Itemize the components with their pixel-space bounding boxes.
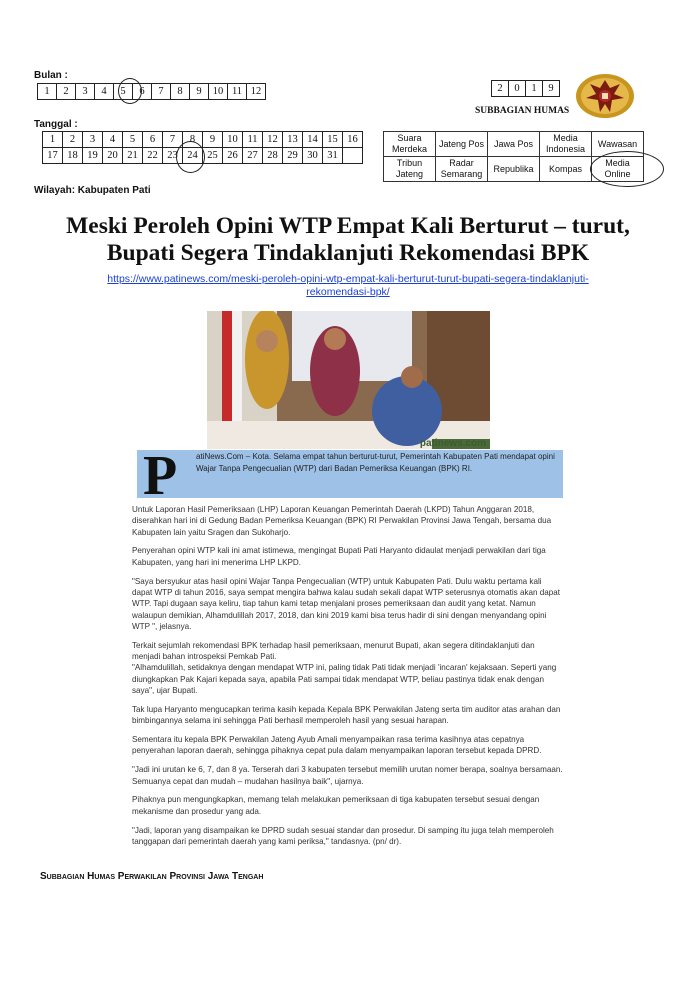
day-cell-16: 16	[343, 132, 363, 148]
day-cell-22: 22	[143, 148, 163, 164]
day-cell-27: 27	[243, 148, 263, 164]
media-cell-Jateng Pos: Jateng Pos	[436, 132, 488, 157]
lead-text: atiNews.Com – Kota. Selama empat tahun berturut-turut, Pemerintah Kabupaten Pati mendapat opini Wajar Tanpa Pengecualian (WTP) dari Badan Pemeriksa Keuangan (BPK) RI.	[196, 452, 555, 473]
media-cell-Suara Merdeka: Suara Merdeka	[384, 132, 436, 157]
media-cell-Media Online: Media Online	[592, 157, 644, 182]
day-cell-7: 7	[163, 132, 183, 148]
day-cell-5: 5	[123, 132, 143, 148]
article-paragraph: "Saya bersyukur atas hasil opini Wajar Tanpa Pengecualian (WTP) untuk Kabupaten Pati. Dulu waktu pertama kali dapat WTP di tahun 2016, saya sempat mengira bahwa kalau sudah sekali dapat WTP seterusnya otomatis akan dapat WTP. Tapi dugaan saya keliru, tiap tahun kami tetap menjalani proses pemeriksaan dan audit yang ketat. Namun walaupun demikian, Alhamdulillah 2017, 2018, dan kini 2019 kami bisa terus hadir di sini dengan menyandang opini WTP ", jelasnya.	[132, 576, 561, 631]
tanggal-label: Tanggal :	[34, 119, 78, 130]
month-cell-6: 6	[133, 84, 152, 100]
media-cell-Jawa Pos: Jawa Pos	[488, 132, 540, 157]
day-cell-15: 15	[323, 132, 343, 148]
month-cell-11: 11	[228, 84, 247, 100]
article-body	[132, 504, 564, 855]
media-cell-Media Indonesia: Media Indonesia	[540, 132, 592, 157]
month-cell-9: 9	[190, 84, 209, 100]
wilayah-label: Wilayah: Kabupaten Pati	[34, 185, 151, 196]
day-cell-26: 26	[223, 148, 243, 164]
bulan-label: Bulan :	[34, 70, 68, 81]
day-cell-19: 19	[83, 148, 103, 164]
month-grid	[37, 83, 266, 100]
media-cell-Kompas: Kompas	[540, 157, 592, 182]
article-paragraph: Sementara itu kepala BPK Perwakilan Jateng Ayub Amali menyampaikan rasa terima kasihnya atas cepatnya penyerahan laporan daerah, sehingga pihaknya cepat pula dalam menyampaikan laporan tersebut kepada DPRD.	[132, 735, 542, 756]
day-cell-4: 4	[103, 132, 123, 148]
url-line-2[interactable]: rekomendasi-bpk/	[306, 286, 390, 298]
garuda-emblem-icon	[574, 68, 636, 120]
article-paragraph: Terkait sejumlah rekomendasi BPK terhadap hasil pemeriksaan, menurut Bupati, akan segera ditindaklanjuti dan menjadi bahan introspeksi Pemkab Pati. "Alhamdulillah, setidaknya dengan mendapat WTP ini, paling tidak Pati tidak menjadi 'incaran' kejaksaan. Seperti yang diungkapkan Pak Kajari kepada saya, apabila Pati sampai tidak mendapat WTP, beliau pastinya tidak enak dengan saya", ujar Bupati.	[132, 640, 557, 695]
day-cell-20: 20	[103, 148, 123, 164]
day-cell-11: 11	[243, 132, 263, 148]
month-cell-1: 1	[38, 84, 57, 100]
selected-media-circle	[590, 151, 664, 187]
month-cell-5: 5	[114, 84, 133, 100]
month-cell-4: 4	[95, 84, 114, 100]
year-digit-2: 2	[492, 81, 509, 97]
org-name: SUBBAGIAN HUMAS	[475, 106, 570, 116]
article-paragraph: Penyerahan opini WTP kali ini amat istimewa, mengingat Bupati Pati Haryanto didaulat menjadi perwakilan dari tiga Kabupaten, yang hari ini menerima LHP LKPD.	[132, 546, 546, 567]
year-digit-0: 0	[509, 81, 526, 97]
day-cell-29: 29	[283, 148, 303, 164]
month-cell-8: 8	[171, 84, 190, 100]
month-cell-12: 12	[247, 84, 266, 100]
day-cell-empty	[343, 148, 363, 164]
day-cell-13: 13	[283, 132, 303, 148]
media-cell-Tribun Jateng: Tribun Jateng	[384, 157, 436, 182]
day-cell-28: 28	[263, 148, 283, 164]
day-cell-23: 23	[163, 148, 183, 164]
article-paragraph: Tak lupa Haryanto mengucapkan terima kasih kepada Kepala BPK Perwakilan Jateng serta tim auditor atas arahan dan bimbingannya selama ini sehingga Pati berhasil memperoleh hasil yang sesuai harapan.	[132, 704, 561, 726]
month-cell-3: 3	[76, 84, 95, 100]
article-paragraph: Pihaknya pun mengungkapkan, memang telah melakukan pemeriksaan di tiga kabupaten tersebut sesuai dengan mekanisme dan prosedur yang ada.	[132, 795, 540, 816]
year-grid	[491, 80, 560, 97]
selected-month-circle	[118, 78, 142, 104]
media-cell-Radar Semarang: Radar Semarang	[436, 157, 488, 182]
selected-date-circle	[176, 141, 205, 173]
drop-cap: P	[143, 445, 178, 507]
day-cell-9: 9	[203, 132, 223, 148]
article-title	[20, 213, 676, 267]
day-cell-30: 30	[303, 148, 323, 164]
article-paragraph: "Jadi, laporan yang disampaikan ke DPRD sudah sesuai standar dan prosedur. Di samping itu juga telah memperoleh tanggapan dari pemerintah daerah yang kami periksa," tandasnya. (pn/ dr).	[132, 825, 554, 846]
media-cell-Wawasan: Wawasan	[592, 132, 644, 157]
title-line-2: Bupati Segera Tindaklanjuti Rekomendasi BPK	[106, 240, 590, 266]
article-paragraph: "Jadi ini urutan ke 6, 7, dan 8 ya. Terserah dari 3 kabupaten tersebut memilih urutan nomer berapa, soalnya bersamaan. Semuanya cepat dan mudah – mudahan hasilnya baik", ujarnya.	[132, 765, 563, 786]
day-cell-17: 17	[43, 148, 63, 164]
year-digit-9: 9	[543, 81, 560, 97]
title-line-1: Meski Peroleh Opini WTP Empat Kali Berturut – turut,	[66, 213, 630, 239]
day-cell-14: 14	[303, 132, 323, 148]
day-cell-6: 6	[143, 132, 163, 148]
footer: Subbagian Humas Perwakilan Provinsi Jawa Tengah	[40, 871, 264, 882]
day-cell-12: 12	[263, 132, 283, 148]
day-cell-24: 24	[183, 148, 203, 164]
month-cell-2: 2	[57, 84, 76, 100]
photo-watermark: patinews.com	[419, 438, 486, 449]
media-cell-Republika: Republika	[488, 157, 540, 182]
url-line-1[interactable]: https://www.patinews.com/meski-peroleh-opini-wtp-empat-kali-berturut-turut-bupati-segera-tindaklanjuti-	[107, 273, 589, 285]
day-cell-2: 2	[63, 132, 83, 148]
year-digit-1: 1	[526, 81, 543, 97]
day-cell-3: 3	[83, 132, 103, 148]
article-photo	[207, 311, 490, 449]
day-cell-31: 31	[323, 148, 343, 164]
month-cell-10: 10	[209, 84, 228, 100]
day-cell-18: 18	[63, 148, 83, 164]
article-url[interactable]	[60, 273, 636, 299]
article-paragraph: Untuk Laporan Hasil Pemeriksaan (LHP) Laporan Keuangan Pemerintah Daerah (LKPD) Tahun Anggaran 2018, diserahkan hari ini di Gedung Badan Pemeriksa Keuangan (BPK) RI Perwakilan Provinsi Jawa Tengah, bersama dua Kabupaten lain yaitu Sragen dan Sukoharjo.	[132, 505, 552, 537]
day-cell-21: 21	[123, 148, 143, 164]
day-cell-1: 1	[43, 132, 63, 148]
day-cell-8: 8	[183, 132, 203, 148]
day-cell-10: 10	[223, 132, 243, 148]
day-cell-25: 25	[203, 148, 223, 164]
month-cell-7: 7	[152, 84, 171, 100]
